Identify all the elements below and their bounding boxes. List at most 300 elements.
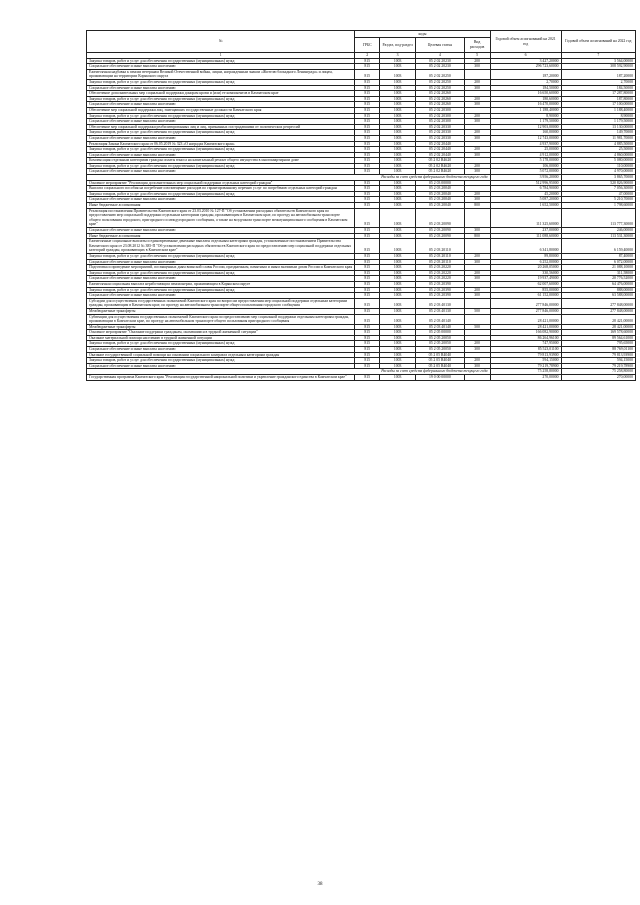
row-amount-2022: 8,90000: [561, 113, 635, 119]
row-amount-2021: 270,00000: [490, 375, 561, 381]
row-name: Иные бюджетные ассигнования: [87, 203, 355, 209]
row-vid: 300: [464, 228, 490, 234]
col-index: 3: [380, 53, 416, 59]
row-amount-2021: 79 219,78900: [490, 363, 561, 369]
row-amount-2022: 113 777,30000: [561, 208, 635, 227]
row-cs: 05 2 05 20050: [416, 347, 464, 353]
page-number: 38: [317, 882, 323, 887]
row-amount-2021: 3 956,20000: [490, 175, 561, 181]
row-vid: [464, 239, 490, 254]
row-vid: 500: [464, 324, 490, 330]
table-row: [87, 314, 636, 324]
row-amount-2021: 62 007,60000: [490, 281, 561, 287]
row-name: Подготовка и проведение мероприятий, посвященных дням воинской славы России, праздничным, памятным и иным значимым датам России и Камчатского края: [87, 265, 355, 271]
row-amount-2022: 246,00000: [561, 228, 635, 234]
row-razdel: 1003: [380, 96, 416, 102]
row-name: Основное мероприятие "Оказание поддержки гражданам, оказавшимся в трудной жизненной ситуации": [87, 330, 355, 336]
row-amount-2022: 89 564,61000: [561, 335, 635, 341]
row-razdel: 1003: [380, 107, 416, 113]
row-grbs: 815: [355, 233, 380, 239]
row-name: Социальное обеспечение и иные выплаты населению: [87, 276, 355, 282]
row-cs: 05 2 02 20330: [416, 130, 464, 136]
row-name: Реализация постановления Правительства Камчатского края от 23.03.2010 № 127-П "Об установлении расходных обязательств Камчатского края по предоставлению мер социальной поддержки отдельным категориям граждан, проживающим в Камчатском крае, по проезду на автомобильном транспорте общего пользования городского, пригородного и междугородного сообщения, а также на воздушном транспорте межмуниципального сообщения в Камчатском крае": [87, 208, 355, 227]
row-grbs: 815: [355, 341, 380, 347]
row-amount-2022: 3 564,00000: [561, 58, 635, 64]
row-razdel: 1003: [380, 135, 416, 141]
row-grbs: 815: [355, 197, 380, 203]
row-amount-2021: 6 784,90000: [490, 186, 561, 192]
row-razdel: 1003: [380, 69, 416, 79]
row-amount-2021: 277 846,00000: [490, 308, 561, 314]
row-amount-2022: 7 056,30000: [561, 186, 635, 192]
col-index: 6: [490, 53, 561, 59]
row-amount-2021: 86 264,96100: [490, 335, 561, 341]
row-name: Социальное обеспечение и иные выплаты населению: [87, 119, 355, 125]
row-name: Государственная программа Камчатского края "Реализация государственной национальной политики и укрепление гражданского единства в Камчатском крае": [87, 375, 355, 381]
row-amount-2022: 20 776,52000: [561, 276, 635, 282]
row-amount-2022: 79 219,78900: [561, 363, 635, 369]
table-row: [87, 375, 636, 381]
row-razdel: 1003: [380, 352, 416, 358]
row-amount-2022: 13 130,00000: [561, 124, 635, 130]
row-cs: 05 2 02 20250: [416, 85, 464, 91]
row-razdel: 1003: [380, 358, 416, 364]
row-amount-2021: 180,60000: [490, 96, 561, 102]
row-grbs: 815: [355, 152, 380, 158]
row-cs: 05 2 02 20230: [416, 64, 464, 70]
row-amount-2021: 45,20000: [490, 191, 561, 197]
row-grbs: 815: [355, 64, 380, 70]
row-razdel: 1003: [380, 270, 416, 276]
row-cs: 05 2 03 00000: [416, 180, 464, 186]
row-cs: 05 2 02 20440: [416, 141, 464, 147]
row-vid: 300: [464, 363, 490, 369]
row-razdel: 1003: [380, 91, 416, 97]
col-index: 1: [87, 53, 355, 59]
row-razdel: 1003: [380, 341, 416, 347]
row-amount-2021: 330,56000: [490, 270, 561, 276]
row-grbs: 815: [355, 324, 380, 330]
row-razdel: 1003: [380, 85, 416, 91]
row-name: Ежемесячная надбавка к пенсии ветеранам Великой Отечественной войны, лицам, награжденным знаком «Жителю блокадного Ленинграда» и лицам, проживающим на территории Корякского округа: [87, 69, 355, 79]
row-name: Социальное обеспечение и иные выплаты населению: [87, 135, 355, 141]
row-name: Ежемесячная социальная выплата неработающим пенсионерам, проживающим в Корякском округе: [87, 281, 355, 287]
row-cs: 05 2 03 20090: [416, 228, 464, 234]
row-razdel: 1003: [380, 281, 416, 287]
row-name: Ежемесячные социальные выплаты и единовременные денежные выплаты отдельным категориям граждан, установленные постановлением Правительства Камчатского края от 23.08.2012 № 385-П "Об установлении расходных обязательств Камчатского края по предоставлению мер социальной поддержки отдельных категорий граждан, проживающих в Камчатском крае": [87, 239, 355, 254]
section-note: Расходы за счет средств федерального бюджета текущего года: [87, 369, 491, 375]
row-amount-2022: 64 476,00000: [561, 281, 635, 287]
row-razdel: 1003: [380, 347, 416, 353]
row-cs: 05 2 02 20330: [416, 124, 464, 130]
row-cs: 05 2 02 20440: [416, 152, 464, 158]
row-cs: 05 2 05 20050: [416, 341, 464, 347]
row-name: Социальное обеспечение и иные выплаты населению: [87, 197, 355, 203]
row-cs: 05 2 03 40130: [416, 298, 464, 308]
row-razdel: 1003: [380, 180, 416, 186]
row-vid: 300: [464, 197, 490, 203]
row-grbs: 815: [355, 85, 380, 91]
table-row: [87, 69, 636, 79]
row-amount-2022: 4 860,00000: [561, 152, 635, 158]
row-amount-2021: 594,15000: [490, 358, 561, 364]
row-grbs: 815: [355, 135, 380, 141]
table-row: [87, 298, 636, 308]
row-amount-2022: 277 848,00000: [561, 308, 635, 314]
row-name: Межбюджетные трансферты: [87, 308, 355, 314]
row-vid: 200: [464, 191, 490, 197]
row-name: Социальное обеспечение и иные выплаты населению: [87, 152, 355, 158]
row-cs: 05 2 03 40130: [416, 308, 464, 314]
row-vid: 300: [464, 119, 490, 125]
row-razdel: 1003: [380, 79, 416, 85]
row-amount-2022: 63 588,00000: [561, 293, 635, 299]
col-vid-header: Вид расходов: [464, 38, 490, 53]
row-amount-2021: 79 813,93900: [490, 352, 561, 358]
row-cs: 05 2 05 20050: [416, 335, 464, 341]
row-grbs: 815: [355, 259, 380, 265]
row-vid: [464, 298, 490, 308]
row-grbs: 815: [355, 308, 380, 314]
row-amount-2021: 12 903,00000: [490, 124, 561, 130]
row-razdel: 1003: [380, 169, 416, 175]
row-razdel: 1003: [380, 276, 416, 282]
row-amount-2021: 1 179,50000: [490, 119, 561, 125]
row-vid: 300: [464, 347, 490, 353]
row-grbs: 815: [355, 119, 380, 125]
row-name: Межбюджетные трансферты: [87, 324, 355, 330]
row-grbs: 815: [355, 270, 380, 276]
row-amount-2021: 89,80000: [490, 253, 561, 259]
row-vid: 200: [464, 253, 490, 259]
row-amount-2021: 16 650,60000: [490, 91, 561, 97]
row-amount-2022: 311,58000: [561, 270, 635, 276]
row-razdel: 1003: [380, 191, 416, 197]
row-amount-2022: 888,00000: [561, 287, 635, 293]
row-name: Закупка товаров, работ и услуг для обеспечения государственных (муниципальных) нужд: [87, 96, 355, 102]
row-cs: 05 2 05 R4040: [416, 358, 464, 364]
row-name: Субсидии для осуществления государственных полномочий Камчатского края по вопросам предоставления мер социальной поддержки отдельным категориям граждан, проживающим в Камчатском крае, по проезду на автомобильном транспорте общего пользования городского сообщения: [87, 298, 355, 308]
row-cs: 05 2 02 20260: [416, 91, 464, 97]
row-amount-2022: 187,80000: [561, 96, 635, 102]
row-amount-2021: 106,00000: [490, 163, 561, 169]
row-amount-2021: 1 652,50000: [490, 203, 561, 209]
row-cs: 05 2 05 00000: [416, 330, 464, 336]
row-razdel: 1003: [380, 64, 416, 70]
row-name: Иные бюджетные ассигнования: [87, 233, 355, 239]
row-razdel: 1003: [380, 233, 416, 239]
row-vid: 500: [464, 308, 490, 314]
row-amount-2022: 17 100,00000: [561, 102, 635, 108]
row-cs: 19 0 00 00000: [416, 375, 464, 381]
row-amount-2022: 308 592,90000: [561, 64, 635, 70]
row-amount-2022: 6 072,00000: [561, 259, 635, 265]
row-grbs: 815: [355, 180, 380, 186]
row-amount-2021: 8,90000: [490, 113, 561, 119]
row-razdel: 1003: [380, 147, 416, 153]
row-amount-2021: 5 087,20000: [490, 197, 561, 203]
row-cs: 05 2 02 R4620: [416, 163, 464, 169]
col-no-header: №: [87, 31, 355, 53]
section-note: Расходы за счет средств федерального бюджета текущего года: [87, 175, 491, 181]
row-cs: 05 2 03 20090: [416, 208, 464, 227]
row-razdel: 1003: [380, 113, 416, 119]
row-name: Обеспечение мер социальной поддержки лиц, замещавших государственные должности Камчатского края: [87, 107, 355, 113]
row-cs: 05 2 03 20090: [416, 233, 464, 239]
row-amount-2022: 28 421,00000: [561, 324, 635, 330]
table-body: [87, 58, 636, 380]
row-grbs: 815: [355, 363, 380, 369]
row-amount-2022: 4 970,00000: [561, 169, 635, 175]
row-name: Социальное обеспечение и иные выплаты населению: [87, 347, 355, 353]
row-name: Социальное обеспечение и иные выплаты населению: [87, 228, 355, 234]
row-name: Социальное обеспечение и иные выплаты населению: [87, 64, 355, 70]
row-vid: [464, 208, 490, 227]
row-amount-2022: 28 421,00000: [561, 314, 635, 324]
row-amount-2021: 75 258,80000: [490, 369, 561, 375]
row-cs: 05 2 03 20220: [416, 270, 464, 276]
row-razdel: 1003: [380, 228, 416, 234]
row-name: Закупка товаров, работ и услуг для обеспечения государственных (муниципальных) нужд: [87, 341, 355, 347]
row-razdel: 1003: [380, 253, 416, 259]
row-name: Закупка товаров, работ и услуг для обеспечения государственных (муниципальных) нужд: [87, 113, 355, 119]
row-cs: 05 2 03 20390: [416, 293, 464, 299]
col-index: 2: [355, 53, 380, 59]
row-razdel: 1003: [380, 158, 416, 164]
row-grbs: 815: [355, 358, 380, 364]
row-vid: 300: [464, 169, 490, 175]
row-cs: 05 2 02 20300: [416, 119, 464, 125]
row-amount-2022: 88 769,01100: [561, 347, 635, 353]
row-name: Закупка товаров, работ и услуг для обеспечения государственных (муниципальных) нужд: [87, 130, 355, 136]
row-cs: 05 2 05 R4040: [416, 352, 464, 358]
row-razdel: 1003: [380, 239, 416, 254]
row-grbs: 815: [355, 298, 380, 308]
row-amount-2021: 20 268,05000: [490, 265, 561, 271]
row-name: Основное мероприятие "Реализация дополнительных мер социальной поддержки отдельных категорий граждан": [87, 180, 355, 186]
row-amount-2021: 3 427,20000: [490, 58, 561, 64]
row-razdel: 1003: [380, 314, 416, 324]
row-cs: 05 2 03 20390: [416, 281, 464, 287]
row-amount-2022: 113 531,30000: [561, 233, 635, 239]
row-amount-2022: 795,65000: [561, 341, 635, 347]
row-amount-2021: 855,00000: [490, 287, 561, 293]
row-cs: 05 2 02 20260: [416, 102, 464, 108]
row-cs: 05 2 03 20040: [416, 197, 464, 203]
row-amount-2022: 4 885,50000: [561, 141, 635, 147]
row-name: Выплата социального пособия на погребение и возмещение расходов по гарантированному перечню услуг по погребению отдельных категорий граждан: [87, 186, 355, 192]
row-vid: 200: [464, 113, 490, 119]
row-amount-2021: 12 743,00000: [490, 135, 561, 141]
row-amount-2021: 160,00000: [490, 130, 561, 136]
row-grbs: 815: [355, 169, 380, 175]
row-cs: 05 2 03 20110: [416, 239, 464, 254]
row-amount-2022: 270,00000: [561, 375, 635, 381]
row-amount-2021: 85 523,01100: [490, 347, 561, 353]
row-amount-2021: 747,95000: [490, 341, 561, 347]
row-amount-2021: 4 937,90000: [490, 141, 561, 147]
row-razdel: 1003: [380, 324, 416, 330]
row-amount-2021: 512 996,95000: [490, 180, 561, 186]
row-amount-2022: 6 159,40000: [561, 239, 635, 254]
row-amount-2021: 19 937,49000: [490, 276, 561, 282]
row-razdel: 1003: [380, 152, 416, 158]
row-cs: 05 2 02 20300: [416, 113, 464, 119]
row-amount-2021: 28 421,00000: [490, 314, 561, 324]
row-amount-2022: 2,70000: [561, 79, 635, 85]
row-amount-2021: 111 325,60000: [490, 208, 561, 227]
row-cs: 05 2 02 20300: [416, 107, 464, 113]
row-cs: 05 2 02 R4620: [416, 158, 464, 164]
row-cs: 05 2 03 20110: [416, 253, 464, 259]
row-razdel: 1003: [380, 203, 416, 209]
row-name: Обеспечение дополнительных мер социальной поддержки донорам крови и (или) ее компонентов в Камчатском крае: [87, 91, 355, 97]
row-razdel: 1003: [380, 208, 416, 227]
row-name: Социальное обеспечение и иные выплаты населению: [87, 102, 355, 108]
row-grbs: 815: [355, 58, 380, 64]
row-grbs: 815: [355, 124, 380, 130]
row-vid: 200: [464, 341, 490, 347]
row-amount-2022: 1 188,40000: [561, 107, 635, 113]
row-grbs: 815: [355, 186, 380, 192]
row-amount-2022: 5 210,70000: [561, 197, 635, 203]
row-amount-2022: 1 798,60000: [561, 203, 635, 209]
row-amount-2021: 25,00000: [490, 147, 561, 153]
row-cs: 05 2 03 40140: [416, 314, 464, 324]
col-razdel-header: Раздел, под-раздел: [380, 38, 416, 53]
row-razdel: 1003: [380, 265, 416, 271]
row-cs: 05 2 03 20040: [416, 191, 464, 197]
row-name: Социальное обеспечение и иные выплаты населению: [87, 259, 355, 265]
row-razdel: 1003: [380, 58, 416, 64]
row-grbs: 815: [355, 276, 380, 282]
row-grbs: 815: [355, 335, 380, 341]
row-cs: 05 2 03 20220: [416, 265, 464, 271]
row-grbs: 815: [355, 287, 380, 293]
col-index: 4: [416, 53, 464, 59]
row-name: Закупка товаров, работ и услуг для обеспечения государственных (муниципальных) нужд: [87, 79, 355, 85]
row-vid: 200: [464, 79, 490, 85]
row-grbs: 815: [355, 107, 380, 113]
row-amount-2022: 21 088,10000: [561, 265, 635, 271]
row-amount-2022: 277 848,00000: [561, 298, 635, 308]
row-cs: 05 2 02 R4620: [416, 169, 464, 175]
row-grbs: 815: [355, 79, 380, 85]
row-amount-2021: 6 341,80000: [490, 239, 561, 254]
row-cs: 05 2 02 20440: [416, 147, 464, 153]
row-amount-2021: 237,00000: [490, 228, 561, 234]
row-cs: 05 2 02 20230: [416, 58, 464, 64]
col-cs-header: Целевая статья: [416, 38, 464, 53]
row-razdel: 1003: [380, 141, 416, 147]
row-name: Закупка товаров, работ и услуг для обеспечения государственных (муниципальных) нужд: [87, 163, 355, 169]
row-amount-2022: 5 080,00000: [561, 158, 635, 164]
row-name: Реализация Закона Камчатского края от 06.05.2019 № 323 «О наградах Камчатского края»: [87, 141, 355, 147]
row-amount-2021: 1 188,40000: [490, 107, 561, 113]
row-vid: 800: [464, 233, 490, 239]
row-name: Закупка товаров, работ и услуг для обеспечения государственных (муниципальных) нужд: [87, 253, 355, 259]
row-razdel: 1003: [380, 363, 416, 369]
row-name: Оказание государственной социальной помощи на основании социального контракта отдельным категориям граждан: [87, 352, 355, 358]
table-header: [87, 31, 636, 59]
row-amount-2021: 296 723,60000: [490, 64, 561, 70]
row-amount-2022: 17 287,80000: [561, 91, 635, 97]
row-name: Обеспечение мер социальной поддержки реабилитированных лиц и лиц, признанных пострадавшими от политических репрессий: [87, 124, 355, 130]
row-grbs: 815: [355, 208, 380, 227]
row-grbs: 815: [355, 253, 380, 259]
row-name: Закупка товаров, работ и услуг для обеспечения государственных (муниципальных) нужд: [87, 147, 355, 153]
row-grbs: 815: [355, 91, 380, 97]
table-row: [87, 208, 636, 227]
row-amount-2021: 5 072,00000: [490, 169, 561, 175]
row-name: Социальное обеспечение и иные выплаты населению: [87, 85, 355, 91]
row-grbs: 815: [355, 314, 380, 324]
row-vid: 200: [464, 130, 490, 136]
row-amount-2021: 187,20000: [490, 69, 561, 79]
row-razdel: 1003: [380, 259, 416, 265]
row-cs: 05 2 02 20260: [416, 96, 464, 102]
row-razdel: 1003: [380, 308, 416, 314]
row-vid: 200: [464, 147, 490, 153]
row-amount-2022: 169 578,60000: [561, 330, 635, 336]
row-cs: 05 2 03 20040: [416, 203, 464, 209]
row-amount-2022: 79 813,93900: [561, 352, 635, 358]
row-grbs: 815: [355, 191, 380, 197]
row-cs: 05 2 03 40140: [416, 324, 464, 330]
row-grbs: 815: [355, 69, 380, 79]
row-cs: 05 2 05 R4040: [416, 363, 464, 369]
row-amount-2022: 25,50000: [561, 147, 635, 153]
row-amount-2022: 3 865,70000: [561, 175, 635, 181]
row-cs: 05 2 03 20390: [416, 287, 464, 293]
row-razdel: 1003: [380, 330, 416, 336]
row-amount-2022: 594,15000: [561, 358, 635, 364]
row-vid: 300: [464, 64, 490, 70]
row-name: Субвенции для осуществления государственных полномочий Камчатского края по предоставлению мер социальной поддержки отдельным категориям граждан, проживающим в Камчатском крае, по проезду на автомобильном транспорте общего пользования пригородного сообщения: [87, 314, 355, 324]
row-vid: 200: [464, 58, 490, 64]
row-vid: 200: [464, 270, 490, 276]
row-cs: 05 2 02 20330: [416, 135, 464, 141]
row-grbs: 815: [355, 347, 380, 353]
row-amount-2022: 11 981,70000: [561, 135, 635, 141]
row-vid: 300: [464, 152, 490, 158]
row-name: Закупка товаров, работ и услуг для обеспечения государственных (муниципальных) нужд: [87, 58, 355, 64]
row-vid: 300: [464, 102, 490, 108]
row-grbs: 815: [355, 330, 380, 336]
row-razdel: 1003: [380, 375, 416, 381]
row-vid: 200: [464, 96, 490, 102]
row-cs: 05 2 02 20250: [416, 79, 464, 85]
row-razdel: 1003: [380, 293, 416, 299]
row-grbs: 815: [355, 158, 380, 164]
row-name: Закупка товаров, работ и услуг для обеспечения государственных (муниципальных) нужд: [87, 287, 355, 293]
row-vid: 200: [464, 358, 490, 364]
row-amount-2022: 1 179,50000: [561, 119, 635, 125]
row-name: Социальное обеспечение и иные выплаты населению: [87, 293, 355, 299]
row-razdel: 1003: [380, 124, 416, 130]
row-amount-2022: 184,50000: [561, 85, 635, 91]
row-amount-2021: 16 470,00000: [490, 102, 561, 108]
row-amount-2021: 5 178,00000: [490, 158, 561, 164]
row-amount-2022: 187,20000: [561, 69, 635, 79]
row-vid: 300: [464, 85, 490, 91]
row-vid: [464, 69, 490, 79]
row-amount-2022: 87,40000: [561, 253, 635, 259]
col-index: 7: [561, 53, 635, 59]
row-grbs: 815: [355, 163, 380, 169]
row-razdel: 1003: [380, 197, 416, 203]
row-grbs: 815: [355, 113, 380, 119]
